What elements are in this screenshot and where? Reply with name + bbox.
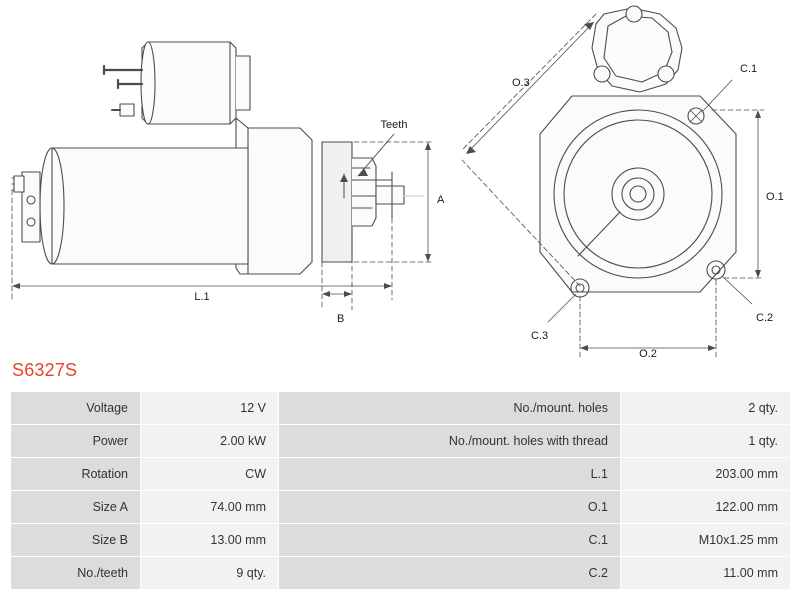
spec-label: L.1: [279, 458, 621, 491]
label-dim-l1: L.1: [194, 291, 210, 303]
spec-value: 13.00 mm: [141, 524, 279, 557]
label-dim-o1: O.1: [766, 191, 784, 203]
label-hole-c1: C.1: [740, 63, 758, 75]
spec-label: No./teeth: [11, 557, 141, 590]
spec-value: CW: [141, 458, 279, 491]
spec-value: 12 V: [141, 392, 279, 425]
spec-label: Voltage: [11, 392, 141, 425]
label-hole-c2: C.2: [756, 312, 774, 324]
spec-value: 74.00 mm: [141, 491, 279, 524]
spec-label: Rotation: [11, 458, 141, 491]
specification-table: [10, 391, 791, 590]
table-row: [11, 491, 791, 524]
spec-label: Size B: [11, 524, 141, 557]
spec-value: M10x1.25 mm: [621, 524, 791, 557]
label-dim-b: B: [337, 313, 345, 325]
spec-label: No./mount. holes with thread: [279, 425, 621, 458]
spec-label: C.2: [279, 557, 621, 590]
table-row: [11, 392, 791, 425]
label-dim-a: A: [437, 194, 445, 206]
table-row: [11, 458, 791, 491]
callout-c1-leader: [702, 80, 732, 112]
table-row: [11, 425, 791, 458]
spec-value: 11.00 mm: [621, 557, 791, 590]
spec-label: No./mount. holes: [279, 392, 621, 425]
callout-c3-leader: [548, 294, 576, 322]
label-teeth: Teeth: [380, 119, 408, 131]
label-dim-o2: O.2: [639, 348, 657, 360]
table-row: [11, 557, 791, 590]
spec-value: 9 qty.: [141, 557, 279, 590]
table-row: [11, 524, 791, 557]
part-number: S6327S: [12, 360, 78, 380]
spec-label: Power: [11, 425, 141, 458]
callout-c2-leader: [722, 276, 752, 304]
spec-label: Size A: [11, 491, 141, 524]
spec-value: 203.00 mm: [621, 458, 791, 491]
starter-side-view: [12, 42, 424, 274]
starter-front-view: [540, 6, 736, 297]
spec-label: C.1: [279, 524, 621, 557]
label-hole-c3: C.3: [531, 330, 549, 342]
spec-value: 2 qty.: [621, 392, 791, 425]
spec-label: O.1: [279, 491, 621, 524]
spec-value: 2.00 kW: [141, 425, 279, 458]
spec-value: 122.00 mm: [621, 491, 791, 524]
spec-value: 1 qty.: [621, 425, 791, 458]
label-dim-o3: O.3: [512, 77, 530, 89]
